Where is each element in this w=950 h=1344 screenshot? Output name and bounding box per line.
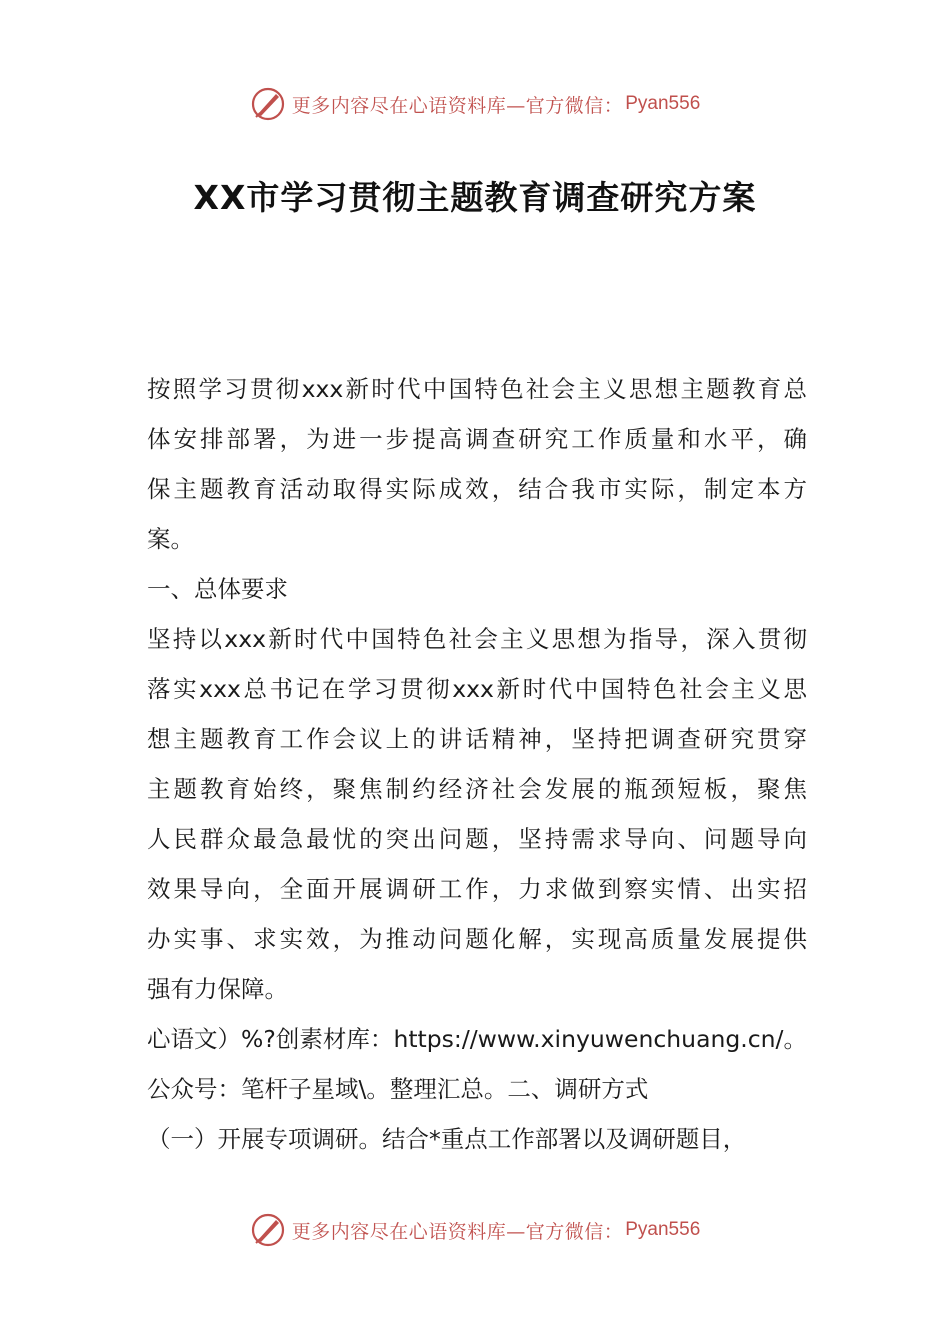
paragraph-line: 效果导向，全面开展调研工作，力求做到察实情、出实招 (147, 875, 807, 903)
paragraph-line: 人民群众最急最忧的突出问题，坚持需求导向、问题导向 (147, 825, 807, 853)
section-heading: 一、总体要求 (147, 575, 288, 603)
document-body (147, 364, 807, 1164)
paragraph-line: 保主题教育活动取得实际成效，结合我市实际，制定本方 (147, 475, 807, 503)
paragraph-line: 主题教育始终，聚焦制约经济社会发展的瓶颈短板，聚焦 (147, 775, 807, 803)
quill-pen-logo-icon (250, 1212, 286, 1248)
banner-wechat-id: Pyan556 (625, 93, 701, 114)
paragraph-line: 坚持以xxx新时代中国特色社会主义思想为指导，深入贯彻 (147, 625, 807, 653)
paragraph-line: 落实xxx总书记在学习贯彻xxx新时代中国特色社会主义思 (147, 675, 807, 703)
banner-wechat-id: Pyan556 (625, 1219, 701, 1240)
paragraph-line: 办实事、求实效，为推动问题化解，实现高质量发展提供 (147, 925, 807, 953)
banner-text: 更多内容尽在心语资料库—官方微信： (291, 94, 624, 117)
banner-text: 更多内容尽在心语资料库—官方微信： (291, 1220, 624, 1243)
paragraph-line: 公众号：笔杆子星域\。整理汇总。二、调研方式 (147, 1075, 649, 1103)
quill-pen-logo-icon (250, 86, 286, 122)
paragraph-line: 案。 (147, 525, 194, 553)
paragraph-line: 心语文）%?创素材库：https://www.xinyuwenchuang.cn/。 (147, 1025, 807, 1053)
header-banner (0, 84, 950, 124)
paragraph-line: 想主题教育工作会议上的讲话精神，坚持把调查研究贯穿 (147, 725, 807, 753)
paragraph-line: 按照学习贯彻xxx新时代中国特色社会主义思想主题教育总 (147, 375, 807, 403)
paragraph-line: （一）开展专项调研。结合*重点工作部署以及调研题目， (147, 1125, 747, 1153)
paragraph-line: 体安排部署，为进一步提高调查研究工作质量和水平，确 (147, 425, 807, 453)
paragraph-line: 强有力保障。 (147, 975, 288, 1003)
document-title: XX市学习贯彻主题教育调查研究方案 (193, 178, 757, 217)
footer-banner (0, 1210, 950, 1250)
